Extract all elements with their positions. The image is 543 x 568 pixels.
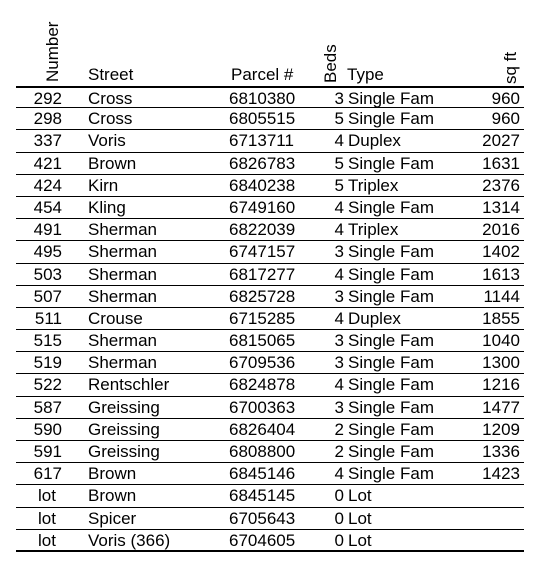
cell-beds: 3 xyxy=(334,331,344,351)
cell-beds: 0 xyxy=(334,508,344,528)
cell-sqft: 1855 xyxy=(482,308,520,328)
cell-type: Lot xyxy=(348,530,372,550)
header-street: Street xyxy=(88,65,134,84)
cell-number: 424 xyxy=(33,175,62,195)
cell-type: Single Fam xyxy=(348,442,434,461)
cell-number: 495 xyxy=(33,242,62,262)
cell-parcel: 6815065 xyxy=(229,331,296,351)
cell-parcel: 6840238 xyxy=(229,175,296,195)
cell-type: Single Fam xyxy=(348,419,434,439)
cell-type: Single Fam xyxy=(348,331,434,351)
cell-sqft: 1423 xyxy=(482,464,520,484)
table-row xyxy=(16,397,524,419)
cell-street: Greissing xyxy=(88,397,160,417)
table-row xyxy=(16,508,524,530)
cell-sqft: 1336 xyxy=(482,442,520,461)
cell-type: Single Fam xyxy=(348,397,434,417)
cell-number: 519 xyxy=(33,353,62,373)
cell-parcel: 6700363 xyxy=(229,397,296,417)
cell-type: Single Fam xyxy=(348,89,434,108)
cell-street: Cross xyxy=(88,89,133,108)
cell-beds: 4 xyxy=(334,264,344,284)
cell-parcel: 6709536 xyxy=(229,353,296,373)
cell-parcel: 6808800 xyxy=(229,442,296,461)
cell-number: 507 xyxy=(33,286,62,306)
cell-beds: 3 xyxy=(334,353,344,373)
cell-type: Single Fam xyxy=(348,264,434,284)
cell-number: 421 xyxy=(33,153,62,173)
table-row xyxy=(16,86,524,108)
cell-type: Single Fam xyxy=(348,197,434,217)
cell-beds: 4 xyxy=(334,375,344,395)
header-parcel: Parcel # xyxy=(231,65,294,84)
header-number: Number xyxy=(43,21,62,82)
cell-type: Single Fam xyxy=(348,109,434,129)
table-row xyxy=(16,463,524,485)
cell-sqft: 1477 xyxy=(482,397,520,417)
cell-number: 292 xyxy=(33,89,62,108)
cell-sqft: 960 xyxy=(491,109,520,129)
cell-parcel: 6826404 xyxy=(229,419,296,439)
cell-beds: 5 xyxy=(334,153,344,173)
cell-parcel: 6822039 xyxy=(229,220,296,240)
cell-type: Single Fam xyxy=(348,153,434,173)
cell-parcel: 6704605 xyxy=(229,530,296,550)
cell-beds: 5 xyxy=(334,175,344,195)
cell-beds: 3 xyxy=(334,397,344,417)
cell-street: Sherman xyxy=(88,242,157,262)
table-row xyxy=(16,308,524,330)
cell-parcel: 6713711 xyxy=(229,131,294,151)
cell-beds: 4 xyxy=(334,131,344,151)
cell-type: Single Fam xyxy=(348,286,434,306)
cell-parcel: 6845145 xyxy=(229,486,296,506)
cell-sqft: 2016 xyxy=(482,220,520,240)
cell-number: lot xyxy=(38,486,56,506)
cell-sqft: 1209 xyxy=(482,419,520,439)
table-row xyxy=(16,241,524,263)
cell-parcel: 6805515 xyxy=(229,109,296,129)
table-row xyxy=(16,197,524,219)
cell-street: Greissing xyxy=(88,442,160,461)
cell-parcel: 6749160 xyxy=(229,197,296,217)
header-sqft: sq ft xyxy=(501,51,520,84)
table-row xyxy=(16,153,524,175)
table-row xyxy=(16,219,524,241)
cell-sqft: 1216 xyxy=(482,375,520,395)
cell-number: lot xyxy=(38,530,56,550)
cell-number: 511 xyxy=(34,308,62,328)
table-body xyxy=(16,86,524,552)
cell-street: Sherman xyxy=(88,286,157,306)
table-row xyxy=(16,485,524,507)
cell-number: 522 xyxy=(33,375,62,395)
cell-type: Duplex xyxy=(348,131,401,151)
cell-type: Lot xyxy=(348,508,372,528)
cell-street: Brown xyxy=(88,153,137,173)
table-row xyxy=(16,108,524,130)
cell-number: lot xyxy=(38,508,56,528)
cell-parcel: 6747157 xyxy=(229,242,296,262)
cell-beds: 0 xyxy=(334,486,344,506)
cell-street: Brown xyxy=(88,464,137,484)
cell-beds: 4 xyxy=(334,197,344,217)
cell-street: Sherman xyxy=(88,331,157,351)
cell-street: Sherman xyxy=(88,220,157,240)
cell-beds: 4 xyxy=(334,464,344,484)
cell-parcel: 6705643 xyxy=(229,508,296,528)
cell-type: Triplex xyxy=(348,175,399,195)
cell-street: Sherman xyxy=(88,264,157,284)
cell-number: 337 xyxy=(33,131,62,151)
cell-number: 491 xyxy=(33,220,62,240)
cell-sqft: 1613 xyxy=(482,264,520,284)
cell-street: Sherman xyxy=(88,353,157,373)
table-row xyxy=(16,530,524,552)
cell-sqft: 1631 xyxy=(482,153,520,173)
cell-sqft: 1314 xyxy=(482,197,520,217)
cell-number: 515 xyxy=(33,331,62,351)
cell-beds: 2 xyxy=(334,419,344,439)
cell-parcel: 6845146 xyxy=(229,464,296,484)
cell-street: Cross xyxy=(88,109,133,129)
cell-type: Triplex xyxy=(348,220,399,240)
cell-sqft: 1144 xyxy=(483,286,520,306)
cell-parcel: 6825728 xyxy=(229,286,296,306)
cell-number: 503 xyxy=(33,264,62,284)
cell-type: Single Fam xyxy=(348,353,434,373)
cell-number: 298 xyxy=(33,109,62,129)
cell-sqft: 2027 xyxy=(482,131,520,151)
cell-street: Spicer xyxy=(88,508,137,528)
cell-type: Lot xyxy=(348,486,372,506)
table-row xyxy=(16,419,524,441)
cell-street: Voris (366) xyxy=(88,530,171,550)
cell-type: Single Fam xyxy=(348,242,434,262)
cell-parcel: 6715285 xyxy=(229,308,296,328)
cell-sqft: 1402 xyxy=(482,242,520,262)
cell-type: Duplex xyxy=(348,308,401,328)
cell-street: Greissing xyxy=(88,419,160,439)
table-row xyxy=(16,441,524,463)
cell-number: 591 xyxy=(33,442,62,461)
cell-street: Rentschler xyxy=(88,375,170,395)
table-row xyxy=(16,175,524,197)
cell-number: 617 xyxy=(33,464,62,484)
cell-type: Single Fam xyxy=(348,375,434,395)
cell-number: 590 xyxy=(33,419,62,439)
cell-street: Kling xyxy=(88,197,126,217)
cell-parcel: 6826783 xyxy=(229,153,296,173)
table-row xyxy=(16,286,524,308)
cell-beds: 4 xyxy=(334,308,344,328)
cell-parcel: 6810380 xyxy=(229,89,296,108)
table-row xyxy=(16,374,524,396)
cell-sqft: 2376 xyxy=(482,175,520,195)
cell-beds: 3 xyxy=(334,89,344,108)
cell-parcel: 6817277 xyxy=(229,264,296,284)
cell-sqft: 1040 xyxy=(482,331,520,351)
cell-beds: 2 xyxy=(334,442,344,461)
cell-street: Kirn xyxy=(88,175,119,195)
cell-street: Crouse xyxy=(88,308,143,328)
table-row xyxy=(16,330,524,352)
table-row xyxy=(16,352,524,374)
cell-street: Brown xyxy=(88,486,137,506)
cell-sqft: 1300 xyxy=(482,353,520,373)
table-row xyxy=(16,130,524,152)
cell-beds: 0 xyxy=(334,530,344,550)
table-row xyxy=(16,264,524,286)
cell-number: 587 xyxy=(33,397,62,417)
cell-beds: 5 xyxy=(334,109,344,129)
cell-parcel: 6824878 xyxy=(229,375,296,395)
cell-beds: 4 xyxy=(334,220,344,240)
cell-type: Single Fam xyxy=(348,464,434,484)
header-beds: Beds xyxy=(321,44,340,83)
cell-beds: 3 xyxy=(334,242,344,262)
header-type: Type xyxy=(347,65,384,84)
cell-beds: 3 xyxy=(334,286,344,306)
cell-sqft: 960 xyxy=(491,89,520,108)
cell-street: Voris xyxy=(88,131,126,151)
cell-number: 454 xyxy=(33,197,62,217)
